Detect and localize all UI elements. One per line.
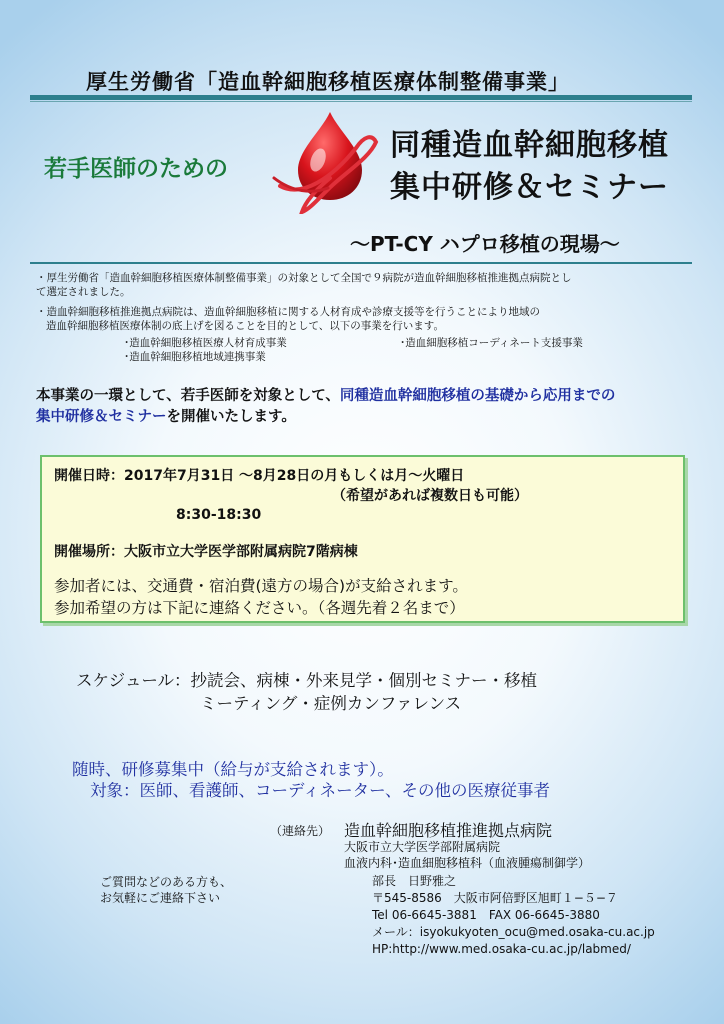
section-rule	[30, 262, 692, 264]
seminar-subtitle: 〜PT-CY ハプロ移植の現場〜	[350, 232, 620, 256]
contact-website: HP:http://www.med.osaka-cu.ac.jp/labmed/	[372, 942, 631, 956]
contact-phone: Tel 06-6645-3881 FAX 06-6645-3880	[372, 908, 600, 922]
recruit-line1: 随時、研修募集中（給与が支給されます）。	[72, 760, 394, 779]
ministry-title: 厚生労働省「造血幹細胞移植医療体制整備事業」	[86, 70, 570, 94]
contact-hospital: 大阪市立大学医学部附属病院	[344, 840, 501, 854]
apply-note: 参加希望の方は下記に連絡ください。（各週先着２名まで）	[54, 599, 465, 617]
seminar-title-line1: 同種造血幹細胞移植	[390, 128, 669, 163]
lead-highlight: 同種造血幹細胞移植の基礎から応用までの	[339, 388, 616, 404]
contact-label: （連絡先）	[270, 824, 331, 838]
event-time: 8:30-18:30	[176, 507, 262, 523]
expenses-note: 参加者には、交通費・宿泊費(遠方の場合)が支給されます。	[54, 577, 468, 595]
contact-head: 部長 日野雅之	[372, 874, 457, 888]
blood-drop-ribbon-icon	[272, 108, 382, 214]
lead-paragraph-line1	[36, 384, 615, 405]
contact-address: 〒545-8586 大阪市阿倍野区旭町１−５−７	[372, 891, 618, 905]
intro-line: 造血幹細胞移植医療体制の底上げを図ることを目的として、以下の事業を行います。	[46, 320, 444, 332]
lead-text: を開催いたします。	[166, 409, 296, 425]
schedule-line1: スケジュール：抄読会、病棟・外来見学・個別セミナー・移植	[76, 671, 538, 690]
contact-department: 血液内科･造血細胞移植科（血液腫瘍制御学）	[344, 856, 591, 870]
intro-line: て選定されました。	[36, 286, 131, 298]
target-audience-heading: 若手医師のための	[44, 156, 228, 182]
inquiry-note-line1: ご質問などのある方も、	[100, 875, 233, 889]
inquiry-note-line2: お気軽にご連絡下さい	[100, 891, 221, 905]
program-item: ･造血幹細胞移植地域連携事業	[124, 351, 266, 363]
recruit-line2: 対象：医師、看護師、コーディネーター、その他の医療従事者	[90, 781, 551, 800]
lead-highlight: 集中研修＆セミナー	[36, 409, 167, 425]
event-dates: 開催日時：2017年7月31日 〜8月28日の月もしくは月〜火曜日	[54, 468, 465, 484]
header-rule	[30, 95, 692, 100]
event-dates-note: （希望があれば複数日も可能）	[332, 488, 528, 504]
event-info-box	[40, 455, 685, 623]
header-rule-thin	[30, 101, 692, 102]
schedule-line2: ミーティング・症例カンファレンス	[200, 694, 462, 713]
program-item: ･造血幹細胞移植医療人材育成事業	[124, 337, 287, 349]
seminar-title-line2: 集中研修＆セミナー	[390, 170, 669, 205]
contact-organization: 造血幹細胞移植推進拠点病院	[344, 821, 553, 840]
program-item: ･造血細胞移植コーディネート支援事業	[400, 337, 583, 349]
event-venue: 開催場所：大阪市立大学医学部附属病院7階病棟	[54, 544, 358, 560]
intro-line: ・造血幹細胞移植推進拠点病院は、造血幹細胞移植に関する人材育成や診療支援等を行うことにより地域の	[36, 306, 540, 318]
lead-paragraph-line2	[36, 405, 296, 426]
lead-text: 本事業の一環として、若手医師を対象として、	[36, 388, 340, 404]
contact-email: メール：isyokukyoten_ocu@med.osaka-cu.ac.jp	[372, 925, 655, 939]
intro-line: ・厚生労働省「造血幹細胞移植医療体制整備事業」の対象として全国で９病院が造血幹細胞移植推進拠点病院とし	[36, 272, 572, 284]
